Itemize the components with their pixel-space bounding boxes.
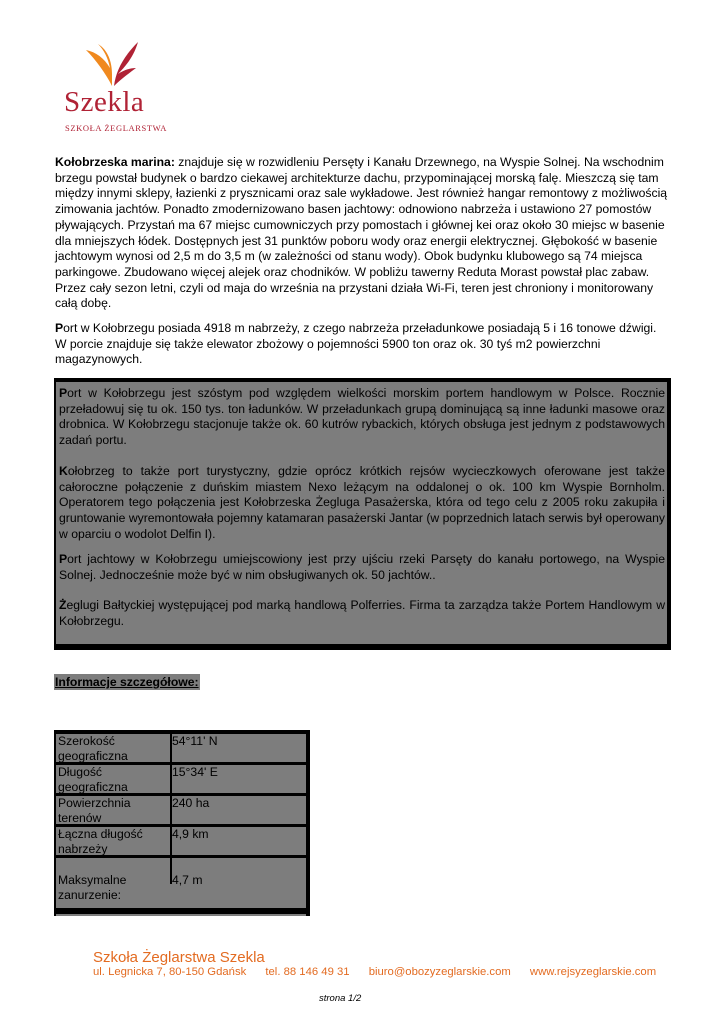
row-label: Maksymalne zanurzenie: [58, 873, 127, 902]
box-p2-initial: K [59, 464, 68, 478]
footer-website[interactable]: www.rejsyzeglarskie.com [529, 966, 657, 978]
row-value: 15°34' E [172, 765, 218, 779]
box-border-mark [667, 550, 671, 556]
footer-contact [93, 966, 656, 978]
box-border-mark [667, 462, 671, 468]
port-info-box [54, 378, 671, 650]
row-value: 4,9 km [172, 827, 209, 841]
footer-phone: tel. 88 146 49 31 [265, 966, 350, 978]
row-value: 54°11' N [172, 734, 218, 748]
box-border-mark [667, 596, 671, 602]
row-label: Powierzchnia terenów [58, 796, 131, 825]
box-p3-text: ort jachtowy w Kołobrzegu umiejscowiony jest przy ujściu rzeki Parsęty do kanału portowego, na Wyspie Solnej. Jednocześnie może być w nim obsługiwanych ok. 50 jachtów.. [59, 552, 665, 582]
box-p1-initial: P [59, 386, 68, 400]
table-row [56, 858, 306, 914]
footer-address: ul. Legnicka 7, 80-150 Gdańsk [93, 966, 247, 978]
box-p4-initial: Ż [59, 598, 67, 612]
info-title: Informacje szczegółowe: [55, 675, 199, 689]
table-row [56, 734, 306, 765]
table-row [56, 796, 306, 827]
intro-lead: Kołobrzeska marina: [55, 155, 175, 169]
box-paragraph-4 [59, 598, 665, 629]
port-text: ort w Kołobrzegu posiada 4918 m nabrzeży, z czego nabrzeża przeładunkowe posiadają 5 i 16 tonowe dźwigi. W porcie znajduje się także elewator zbożowy o pojemności 5900 ton oraz ok. 30 tyś m2 powierzchni magazynowych. [55, 321, 657, 367]
logo-name: Szekla [64, 86, 145, 118]
box-paragraph-1 [59, 386, 665, 449]
row-label: Szerokość geograficzna [58, 734, 128, 763]
box-p2-text: ołobrzeg to także port turystyczny, gdzie oprócz krótkich rejsów wycieczkowych oferowane jest także całoroczne połączenie z duńskim miastem Nexo leżącym na oddalonej o ok. 100 km Wyspie Bornholm. Operatorem tego połączenia jest Kołobrzeska Żegluga Pasażerska, która od tego celu z 2005 roku zakupiła i gruntowanie wyremontowała pojemny katamaran pasażerski Jantar (w poprzednich latach serwis był operowany w oparciu o wodolot Delfin I). [59, 464, 665, 541]
table-row [56, 827, 306, 858]
info-table [54, 730, 310, 916]
table-row [56, 765, 306, 796]
row-value: 240 ha [172, 796, 210, 810]
box-paragraph-2 [59, 464, 665, 543]
port-initial: P [55, 321, 64, 335]
box-p1-text: ort w Kołobrzegu jest szóstym pod względem wielkości morskim portem handlowym w Polsce. Rocznie przeładowuj się tu ok. 150 tys. ton ładunków. W przeładunkach grupą dominującą są inne ładunki masowe oraz drobnica. W Kołobrzegu stacjonuje także ok. 60 kutrów rybackich, których obsługa jest jednym z podstawowych zadań portu. [59, 386, 665, 448]
intro-text: znajduje się w rozwidleniu Persęty i Kanału Drzewnego, na Wyspie Solnej. Na wschodnim brzegu powstał budynek o bardzo ciekawej architekturze dachu, przypominającej morską falę. Mieszczą się tam między innymi sklepy, łazienki z prysznicami oraz sale wykładowe. Jest również hangar remontowy z możliwością zimowania jachtów. Ponadto zmodernizowano basen jachtowy: odnowiono nabrzeża i ustawiono 27 pomostów pływających. Przystań ma 67 miejsc cumowniczych przy pomostach i głównej kei oraz około 30 miejsc w basenie dla mniejszych łódek. Dostępnych jest 31 punktów poboru wody oraz energii elektrycznej. Głębokość w basenie jachtowym wynosi od 2,5 m do 3,5 m (w zależności od stanu wody). Obok budynku klubowego są 74 miejsca parkingowe. Zbudowano więcej alejek oraz chodników. W pobliżu tawerny Reduta Morast powstał plac zabaw. Przez cały sezon letni, czyli od maja do września na przystani działa Wi-Fi, teren jest chroniony i monitorowany całą dobę. [55, 155, 668, 311]
row-label: Łączna długość nabrzeży [58, 827, 143, 856]
footer-name: Szkoła Żeglarstwa Szekla [93, 949, 265, 966]
box-p4-text: eglugi Bałtyckiej występującej pod marką handlową Polferries. Firma ta zarządza także Portem Handlowym w Kołobrzegu. [59, 598, 665, 628]
row-value: 4,7 m [172, 873, 203, 887]
port-paragraph [55, 321, 670, 368]
butterfly-icon [82, 40, 142, 88]
row-label: Długość geograficzna [58, 765, 128, 794]
footer-email[interactable]: biuro@obozyzeglarskie.com [368, 966, 511, 978]
intro-paragraph [55, 155, 670, 312]
logo [62, 40, 168, 135]
box-paragraph-3 [59, 552, 665, 583]
page-number: strona 1/2 [319, 993, 362, 1004]
logo-subtitle: SZKOŁA ŻEGLARSTWA [65, 123, 168, 133]
box-p3-initial: P [59, 552, 68, 566]
